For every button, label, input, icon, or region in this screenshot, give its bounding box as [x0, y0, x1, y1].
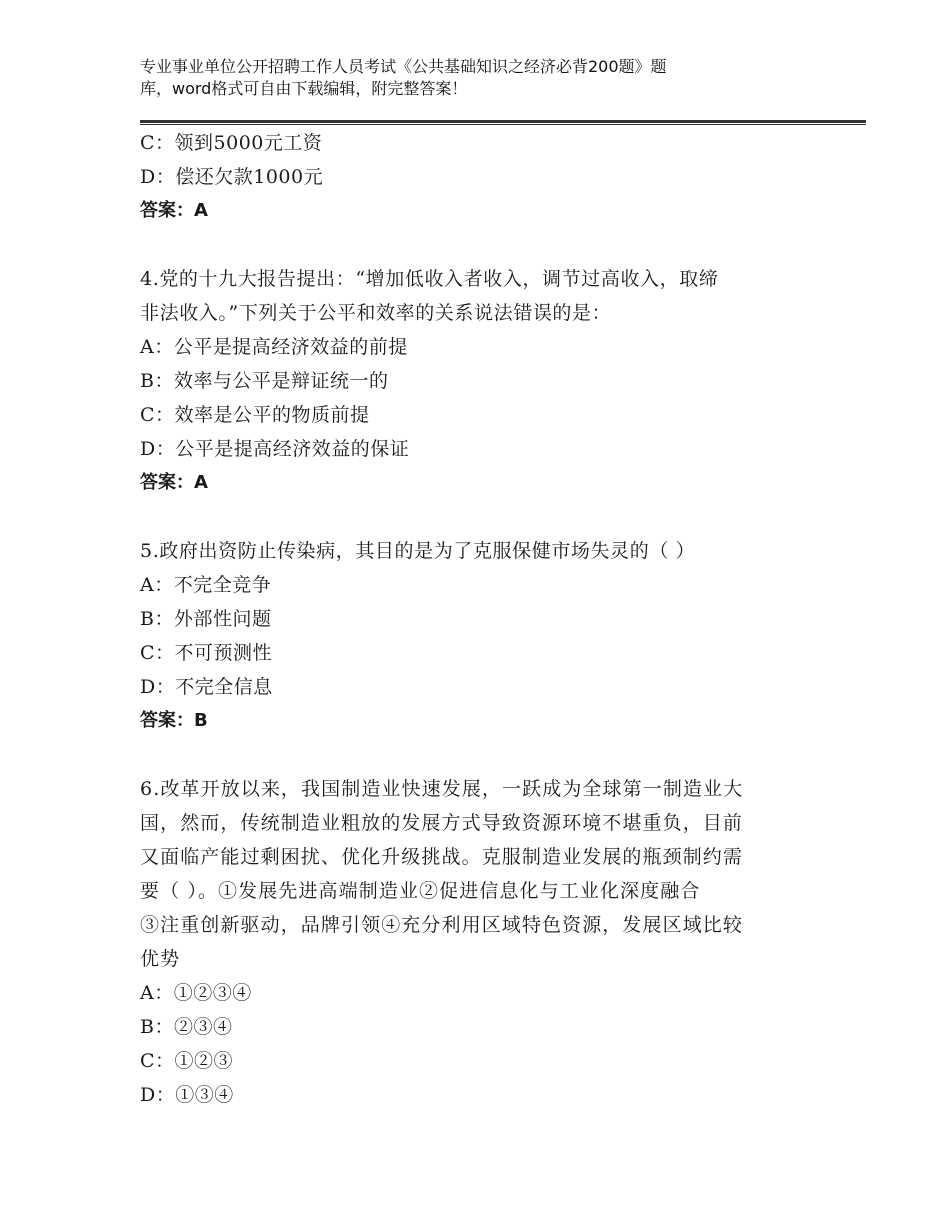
question-stem-line: 非法收入。”下列关于公平和效率的关系说法错误的是：	[140, 302, 612, 324]
question-stem-line: 国，然而，传统制造业粗放的发展方式导致资源环境不堪重负，目前	[140, 812, 744, 834]
question-stem-line: 6.改革开放以来，我国制造业快速发展，一跃成为全球第一制造业大	[140, 778, 744, 800]
option-d: D：偿还欠款1000元	[140, 166, 324, 188]
header-title-line-1: 专业事业单位公开招聘工作人员考试《公共基础知识之经济必背200题》题	[140, 57, 667, 76]
option-c: C：领到5000元工资	[140, 132, 323, 154]
option-b: B：②③④	[140, 1016, 233, 1038]
question-5	[140, 534, 820, 738]
question-6	[140, 772, 820, 1112]
option-c: C：①②③	[140, 1050, 234, 1072]
answer-label: 答案：A	[140, 200, 208, 221]
option-c: C：效率是公平的物质前提	[140, 404, 370, 426]
option-d: D：公平是提高经济效益的保证	[140, 438, 410, 460]
question-4	[140, 262, 820, 500]
question-stem-line: 要（ ）。①发展先进高端制造业②促进信息化与工业化深度融合	[140, 880, 701, 902]
option-a: A：不完全竞争	[140, 574, 272, 596]
option-a: A：公平是提高经济效益的前提	[140, 336, 408, 358]
question-3-tail	[140, 126, 820, 228]
header-title-line-2: 库，word格式可自由下载编辑，附完整答案！	[140, 79, 468, 98]
question-stem-line: 4.党的十九大报告提出：“增加低收入者收入，调节过高收入，取缔	[140, 268, 719, 290]
answer-label: 答案：B	[140, 710, 208, 731]
question-stem-line: 又面临产能过剩困扰、优化升级挑战。克服制造业发展的瓶颈制约需	[140, 846, 744, 868]
option-d: D：不完全信息	[140, 676, 273, 698]
option-b: B：效率与公平是辩证统一的	[140, 370, 389, 392]
option-b: B：外部性问题	[140, 608, 272, 630]
option-d: D：①③④	[140, 1084, 234, 1106]
document-body	[140, 126, 820, 1112]
question-stem-line: ③注重创新驱动，品牌引领④充分利用区域特色资源，发展区域比较	[140, 914, 744, 936]
document-header	[140, 56, 780, 100]
answer-label: 答案：A	[140, 472, 208, 493]
question-stem-line: 5.政府出资防止传染病，其目的是为了克服保健市场失灵的（ ）	[140, 540, 696, 562]
option-c: C：不可预测性	[140, 642, 273, 664]
option-a: A：①②③④	[140, 982, 252, 1004]
question-stem-line: 优势	[140, 948, 181, 970]
header-divider	[140, 120, 866, 125]
